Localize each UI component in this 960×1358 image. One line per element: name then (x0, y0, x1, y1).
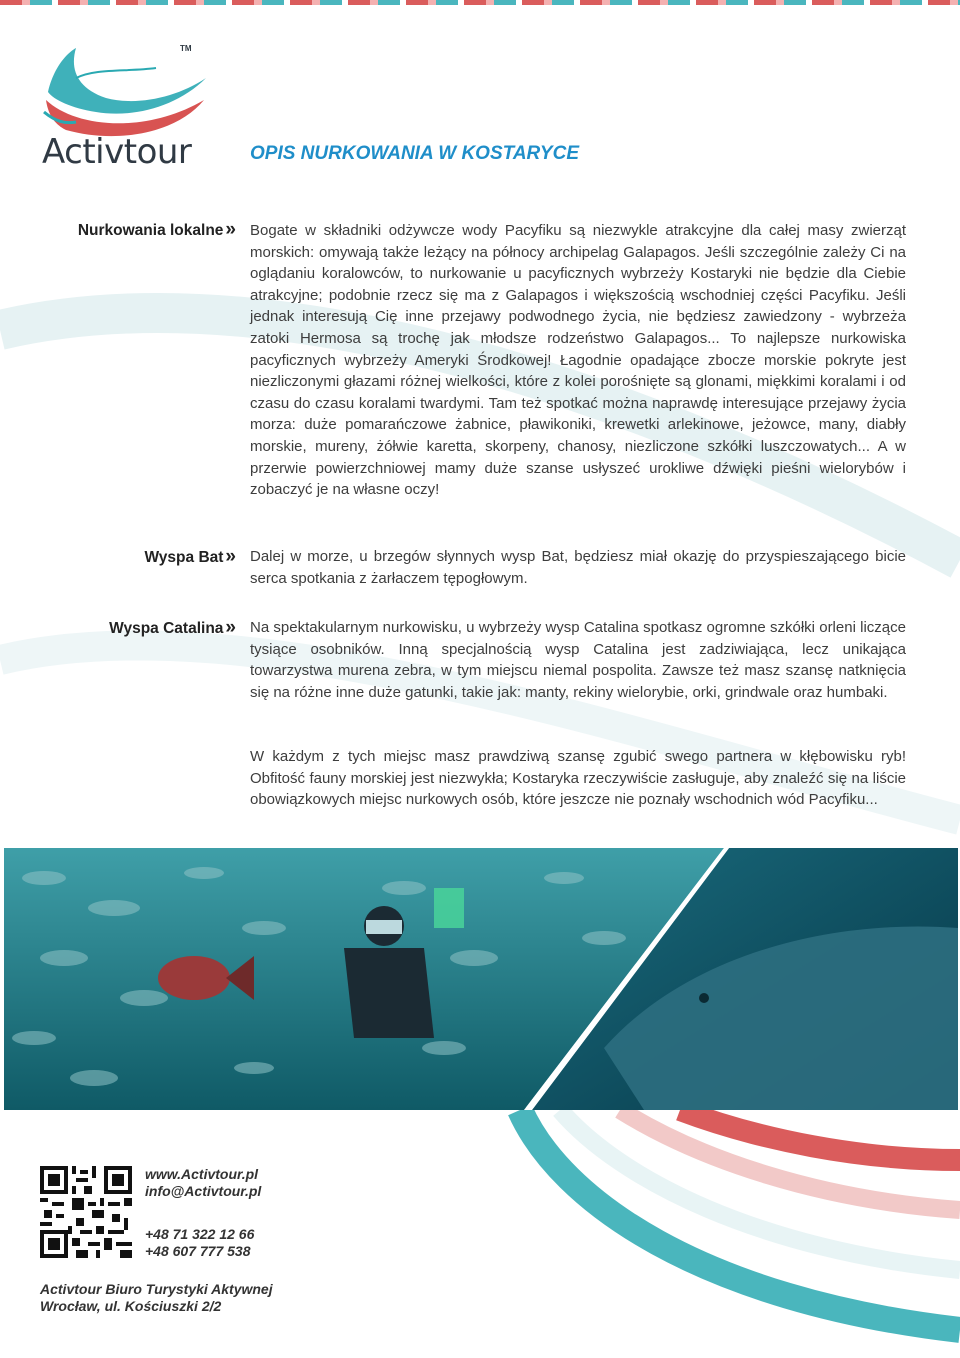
section-text-wyspa-bat: Dalej w morze, u brzegów słynnych wysp Bat, będziesz miał okazję do przyspieszającego bicie serca spotkania z żarłaczem tępogłowym. (250, 548, 906, 587)
section-text-nurkowania-lokalne: Bogate w składniki odżywcze wody Pacyfiku są niezwykle atrakcyjne dla całej masy zwierząt morskich: omywają także leżący na północy archipelag Galapagos. Jeśli szczególnie zależy Ci na oglądaniu koralowców, to nurkowanie u pacyficznych wybrzeży Kostaryki nie będzie dla Ciebie atrakcyjne; podobnie rzecz się ma z Galapagos i większością wschodniej części Pacyfiku. Jeśli jednak interesują Cię inne przejawy podwodnego życia, nie będziesz zawiedzony - wybrzeża zatoki Hermosa są trochę jak młodsze rodzeństwo Galapagos... To najlepsze nurkowiska pacyficznych wybrzeży Ameryki Środkowej! Łagodnie opadające zbocze morskie pokryte jest niezliczonymi głazami różnej wielkości, które z kolei porośnięte są glonami, miękkimi koralami i od czasu do czasu koralami twardymi. Tam też spotkać można naprawdę interesujące przejawy życia morza: duże pomarańczowe żabnice, pławikoniki, krewetki arlekinowe, jeżowce, many, diabły morskie, mureny, żółwie karetta, skorpeny, chanosy, niezliczone szkółki luszczowatych... A w przerwie powierzchniowej mamy duże szanse usłyszeć urokliwe dźwięki pieśni wielorybów i zobaczyć je na własne oczy! (250, 222, 906, 499)
underwater-photo-diver-whale (4, 848, 958, 1110)
email-link[interactable]: info@Activtour.pl (145, 1183, 262, 1199)
qr-code (40, 1166, 132, 1258)
company-name: Activtour Biuro Turystyki Aktywnej (40, 1281, 273, 1297)
trademark-mark: TM (180, 44, 192, 53)
section-text-wyspa-catalina: Na spektakularnym nurkowisku, u wybrzeży wysp Catalina spotkasz ogromne szkółki orleni liczące tysiące osobników. Inną specjalnością wysp Catalina jest zadziwiająca, lecz unikająca towarzystwa murena zebra, w tym miejscu niemal pospolita. Zawsze też masz szansę natknięcia się na różne inne duże gatunki, takie jak: manty, rekiny wielorybie, orki, grindwale oraz humbaki. (250, 619, 906, 701)
section-label-nurkowania-lokalne: Nurkowania lokalne » (77, 219, 236, 240)
company-address: Wrocław, ul. Kościuszki 2/2 (40, 1298, 222, 1314)
logo-wordmark: Activtour (42, 132, 192, 172)
top-decor-bar (0, 0, 960, 5)
closing-paragraph: W każdym z tych miejsc masz prawdziwą szansę zgubić swego partnera w kłębowisku ryb! Obfitość fauny morskiej jest niezwykła; Kostaryka rzeczywiście zasługuje, aby znaleźć się na liście obowiązkowych miejsc nurkowych osób, które jeszcze nie poznały wschodnich wód Pacyfiku... (250, 748, 906, 809)
website-link[interactable]: www.Activtour.pl (145, 1166, 259, 1182)
page-title: OPIS NURKOWANIA W KOSTARYCE (250, 143, 579, 164)
phone-number-2: +48 607 777 538 (145, 1243, 251, 1259)
phone-number-1: +48 71 322 12 66 (145, 1226, 255, 1242)
section-label-wyspa-bat: Wyspa Bat » (144, 546, 236, 567)
section-label-wyspa-catalina: Wyspa Catalina » (109, 617, 236, 638)
